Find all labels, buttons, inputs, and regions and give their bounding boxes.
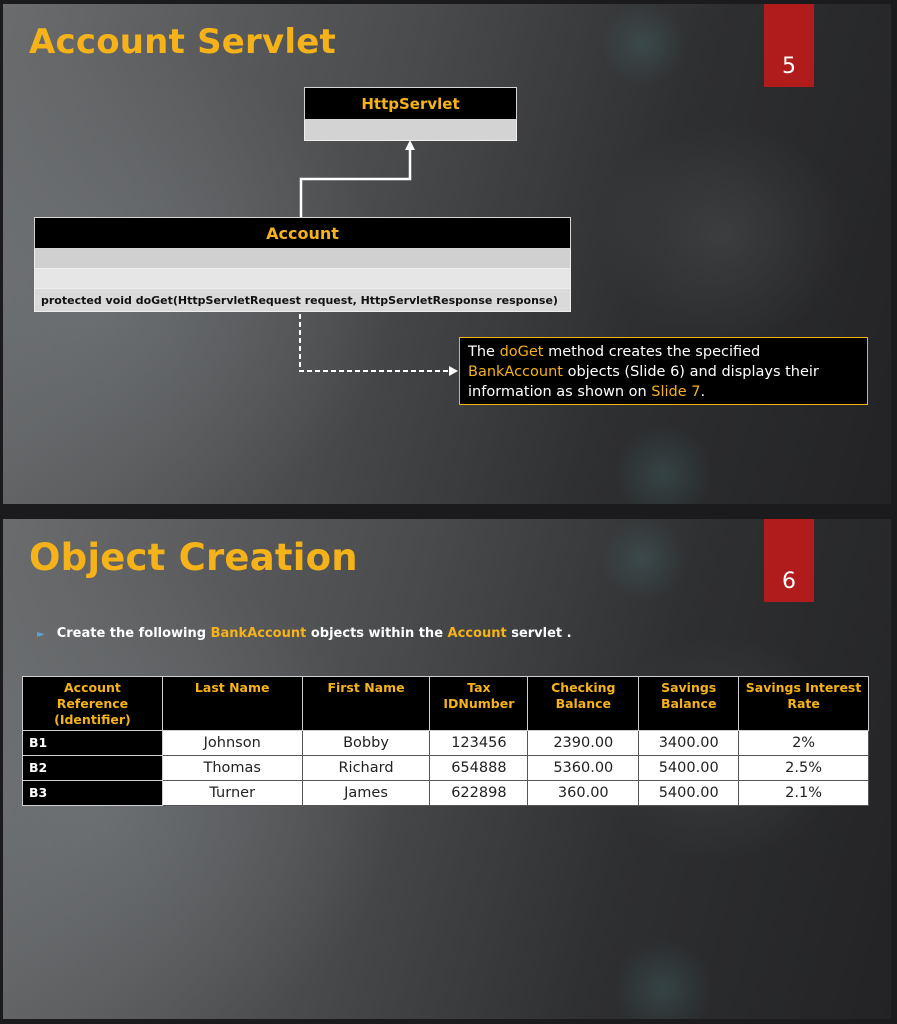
inheritance-arrowhead xyxy=(405,140,415,150)
slide-number: 6 xyxy=(782,569,796,594)
note-callout xyxy=(459,337,868,405)
bullet-text: Create the following xyxy=(56,626,211,641)
table-row xyxy=(23,756,869,781)
cell-reference: B2 xyxy=(23,756,163,781)
note-highlight-slide7: Slide 7 xyxy=(651,384,701,400)
uml-operation: protected void doGet(HttpServletRequest request, HttpServletResponse response) xyxy=(34,289,571,312)
header-savings-balance: Savings Balance xyxy=(639,677,739,731)
triangle-bullet-icon: ► xyxy=(37,629,45,640)
cell-interest-rate: 2.5% xyxy=(739,756,869,781)
cell-checking-balance: 2390.00 xyxy=(528,731,639,756)
cell-savings-balance: 5400.00 xyxy=(639,781,739,806)
note-highlight-doget: doGet xyxy=(499,344,544,360)
header-last-name: Last Name xyxy=(162,677,302,731)
uml-class-account xyxy=(34,217,571,312)
table-row xyxy=(23,731,869,756)
slide-number-badge xyxy=(764,519,814,602)
cell-tax-id: 654888 xyxy=(430,756,528,781)
cell-savings-balance: 5400.00 xyxy=(639,756,739,781)
cell-savings-balance: 3400.00 xyxy=(639,731,739,756)
table-header-row xyxy=(23,677,869,731)
bullet-highlight-bankaccount: BankAccount xyxy=(210,626,307,641)
inheritance-line xyxy=(301,150,410,217)
note-dashed-line xyxy=(300,314,449,371)
cell-tax-id: 622898 xyxy=(430,781,528,806)
cell-reference: B3 xyxy=(23,781,163,806)
header-first-name: First Name xyxy=(302,677,430,731)
bank-account-table xyxy=(22,676,869,806)
cell-tax-id: 123456 xyxy=(430,731,528,756)
cell-last-name: Turner xyxy=(162,781,302,806)
note-text: objects (Slide 6) and displays their information as shown on xyxy=(468,364,819,400)
cell-checking-balance: 360.00 xyxy=(528,781,639,806)
header-savings-interest-rate: Savings Interest Rate xyxy=(739,677,869,731)
note-text: method creates the specified xyxy=(543,344,761,360)
slide-title: Account Servlet xyxy=(29,22,336,62)
uml-class-httpservlet xyxy=(304,87,517,141)
slide-6 xyxy=(3,519,891,1019)
note-arrowhead xyxy=(449,366,458,376)
header-checking-balance: Checking Balance xyxy=(528,677,639,731)
uml-constructors xyxy=(34,269,571,289)
note-text: The xyxy=(468,344,500,360)
cell-reference: B1 xyxy=(23,731,163,756)
cell-interest-rate: 2% xyxy=(739,731,869,756)
bullet-text: objects within the xyxy=(306,626,448,641)
cell-first-name: James xyxy=(302,781,430,806)
bullet-text: servlet . xyxy=(506,626,572,641)
cell-checking-balance: 5360.00 xyxy=(528,756,639,781)
slide-number: 5 xyxy=(782,54,796,79)
uml-attributes xyxy=(34,249,571,269)
uml-attributes xyxy=(304,120,517,141)
bullet-highlight-account: Account xyxy=(447,626,507,641)
uml-class-name: HttpServlet xyxy=(304,87,517,120)
note-text: . xyxy=(700,384,706,400)
cell-last-name: Johnson xyxy=(162,731,302,756)
note-highlight-bankaccount: BankAccount xyxy=(468,364,563,380)
header-account-reference: Account Reference (Identifier) xyxy=(23,677,163,731)
slide-title: Object Creation xyxy=(29,536,358,579)
bullet-item xyxy=(37,626,572,641)
cell-first-name: Bobby xyxy=(302,731,430,756)
header-tax-id: Tax IDNumber xyxy=(430,677,528,731)
cell-last-name: Thomas xyxy=(162,756,302,781)
uml-class-name: Account xyxy=(34,217,571,249)
table-row xyxy=(23,781,869,806)
cell-interest-rate: 2.1% xyxy=(739,781,869,806)
cell-first-name: Richard xyxy=(302,756,430,781)
slide-5 xyxy=(3,4,891,504)
